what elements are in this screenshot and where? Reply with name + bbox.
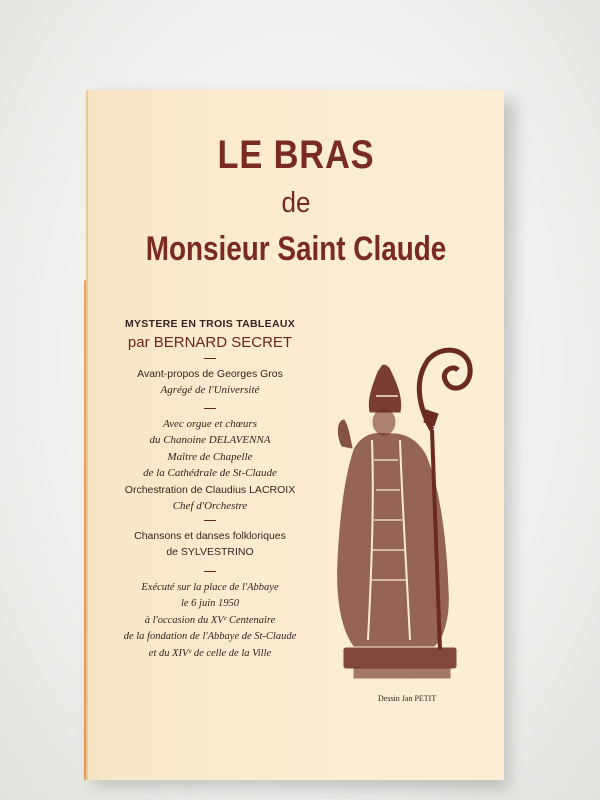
performance-line: et du XIVᵉ de celle de la Ville (148, 647, 272, 659)
separator (204, 571, 216, 572)
foreword-line: Agrégé de l'Université (160, 384, 260, 397)
music-line: de la Cathédrale de St-Claude (143, 467, 277, 480)
separator (204, 520, 216, 521)
music-line: Orchestration de Claudius LACROIX (124, 483, 296, 496)
songs-block (100, 528, 320, 561)
separator (204, 408, 216, 409)
performance-line: de la fondation de l'Abbaye de St-Claude (123, 631, 297, 643)
performance-line: le 6 juin 1950 (180, 598, 240, 610)
music-block (100, 416, 320, 514)
performance-line: à l'occasion du XVᵉ Centenaire (144, 614, 276, 626)
separator (204, 358, 216, 359)
performance-block (100, 580, 320, 662)
performance-line: Exécuté sur la place de l'Abbaye (141, 582, 279, 593)
music-line: Avec orgue et chœurs (163, 418, 257, 430)
title-line-2: de (281, 187, 311, 219)
subtitle: MYSTERE EN TROIS TABLEAUX (124, 318, 296, 330)
bishop-saint-illustration (314, 310, 494, 690)
foreword-line: Avant-propos de Georges Gros (137, 368, 283, 380)
songs-line: Chansons et danses folkloriques (134, 530, 286, 542)
music-line: Maître de Chapelle (167, 450, 253, 463)
foreword-block (100, 366, 320, 399)
title-line-3: Monsieur Saint Claude (145, 230, 447, 268)
title-line-1: LE BRAS (217, 133, 375, 177)
music-line: du Chanoine DELAVENNA (149, 434, 271, 447)
author: par BERNARD SECRET (127, 334, 293, 351)
illustration-credit: Dessin Jan PETIT (378, 694, 437, 703)
music-line: Chef d'Orchestre (172, 500, 248, 513)
booklet-cover (86, 90, 504, 780)
songs-line: de SYLVESTRINO (166, 546, 254, 559)
